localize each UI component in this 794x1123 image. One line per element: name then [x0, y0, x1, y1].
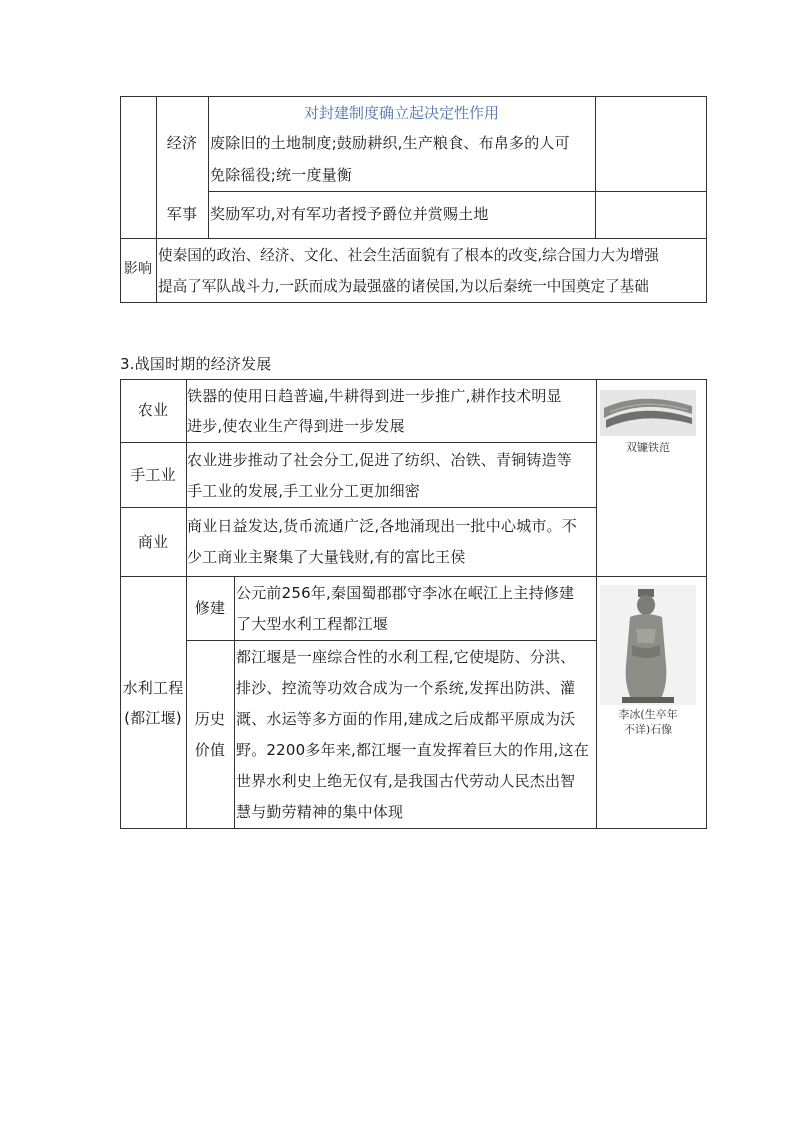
military-label: 军事: [166, 205, 198, 223]
agriculture-line-1: 铁器的使用日趋普遍,牛耕得到进一步推广,耕作技术明显: [187, 387, 562, 405]
handicraft-label: 手工业: [130, 466, 176, 484]
statue-illustration: [600, 585, 696, 705]
value-line: 排沙、控流等功效合成为一个系统,发挥出防洪、灌: [236, 679, 576, 697]
construction-label: 修建: [194, 599, 226, 617]
iron-mould-image: [600, 390, 696, 436]
handicraft-line-1: 农业进步推动了社会分工,促进了纺织、冶铁、青铜铸造等: [187, 451, 572, 469]
li-bing-statue-image: [600, 585, 696, 705]
commerce-label: 商业: [137, 533, 169, 551]
value-line: 世界水利史上绝无仅有,是我国古代劳动人民杰出智: [236, 772, 576, 790]
construction-line-2: 了大型水利工程都江堰: [236, 615, 389, 633]
iron-mould-caption: 双镰铁范: [626, 441, 670, 454]
agriculture-label: 农业: [137, 401, 169, 419]
military-text: 奖励军功,对有军功者授予爵位并赏赐土地: [210, 205, 489, 223]
impact-line-1: 使秦国的政治、经济、文化、社会生活面貌有了根本的改变,综合国力大为增强: [158, 247, 659, 264]
value-line: 野。2200多年来,都江堰一直发挥着巨大的作用,这在: [236, 741, 589, 759]
economy-line-1: 废除旧的土地制度;鼓励耕织,生产粮食、布帛多的人可: [210, 134, 570, 152]
impact-label: 影响: [123, 261, 153, 277]
agriculture-line-2: 进步,使农业生产得到进一步发展: [187, 417, 405, 435]
historical-value-text: [236, 642, 600, 828]
economy-label: 经济: [166, 134, 198, 152]
li-bing-caption: 李冰(生卒年 不详)石像: [618, 708, 678, 736]
section-title: 3.战国时期的经济发展: [120, 355, 272, 373]
construction-line-1: 公元前256年,秦国蜀郡郡守李冰在岷江上主持修建: [236, 584, 575, 602]
value-line: 溉、水运等多方面的作用,建成之后成都平原成为沃: [236, 710, 576, 728]
water-project-label: 水利工程 (都江堰): [122, 679, 184, 727]
historical-value-label: 历史 价值: [194, 710, 226, 759]
value-line: 慧与勤劳精神的集中体现: [236, 803, 404, 821]
handicraft-line-2: 手工业的发展,手工业分工更加细密: [187, 482, 420, 500]
commerce-line-2: 少工商业主聚集了大量钱财,有的富比王侯: [187, 548, 466, 566]
impact-line-2: 提高了军队战斗力,一跃而成为最强盛的诸侯国,为以后秦统一中国奠定了基础: [158, 278, 649, 295]
economy-line-2: 免除徭役;统一度量衡: [210, 166, 353, 184]
iron-mould-illustration: [600, 390, 696, 436]
commerce-line-1: 商业日益发达,货币流通广泛,各地涌现出一批中心城市。不: [187, 517, 577, 535]
highlight-note: 对封建制度确立起决定性作用: [303, 104, 499, 122]
value-line: 都江堰是一座综合性的水利工程,它使堤防、分洪、: [236, 648, 576, 666]
